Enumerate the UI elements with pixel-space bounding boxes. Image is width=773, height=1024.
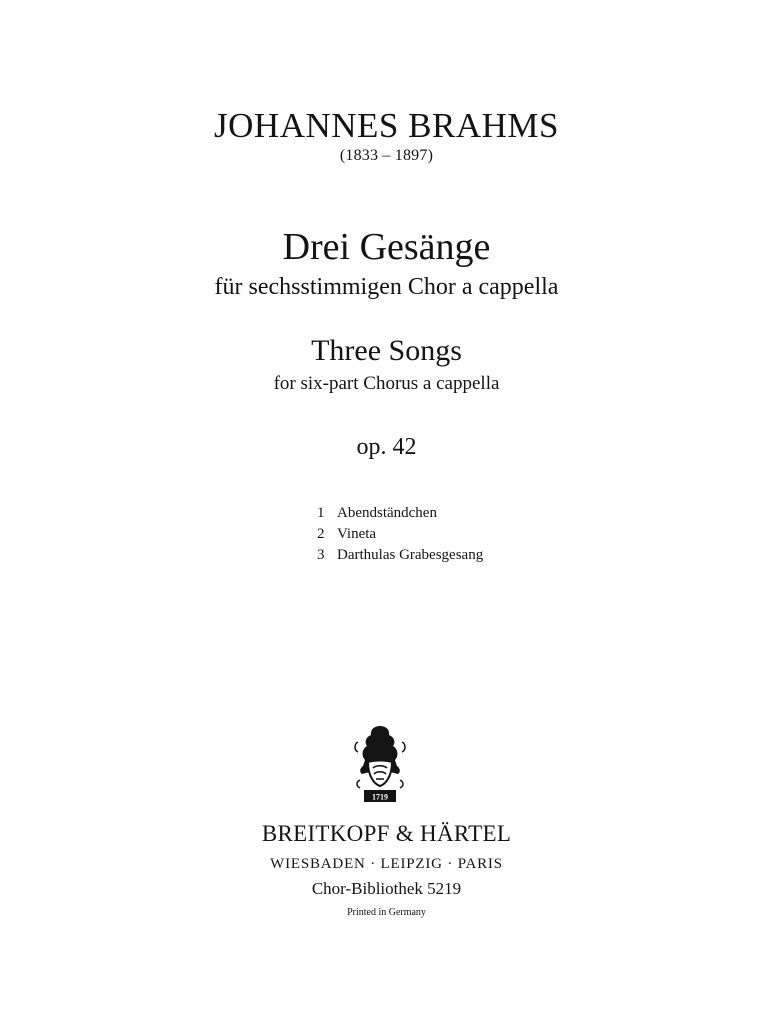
song-list (317, 503, 483, 566)
catalog-number: Chor-Bibliothek 5219 (311, 879, 462, 898)
opus-number: op. 42 (356, 434, 417, 460)
song-title: Abendständchen (337, 505, 437, 521)
song-number: 1 (317, 505, 325, 521)
song-title: Vineta (337, 526, 377, 542)
song-list-item (317, 524, 483, 545)
emblem-year: 1719 (372, 792, 388, 802)
song-number: 3 (317, 547, 325, 563)
publisher-cities: WIESBADEN · LEIPZIG · PARIS (270, 856, 503, 872)
composer-name: JOHANNES BRAHMS (214, 106, 559, 145)
work-title-german: Drei Gesänge (282, 226, 491, 268)
work-subtitle-english: for six-part Chorus a cappella (273, 373, 500, 394)
composer-dates: (1833 – 1897) (339, 147, 434, 164)
song-title: Darthulas Grabesgesang (337, 547, 484, 563)
song-number: 2 (317, 526, 325, 542)
printed-note: Printed in Germany (347, 907, 426, 918)
song-list-item (317, 503, 483, 524)
work-subtitle-german: für sechsstimmigen Chor a cappella (214, 274, 559, 300)
publisher-emblem-icon (350, 722, 410, 806)
publisher-name: BREITKOPF & HÄRTEL (261, 821, 512, 846)
song-list-item (317, 545, 483, 566)
work-title-english: Three Songs (311, 334, 462, 367)
